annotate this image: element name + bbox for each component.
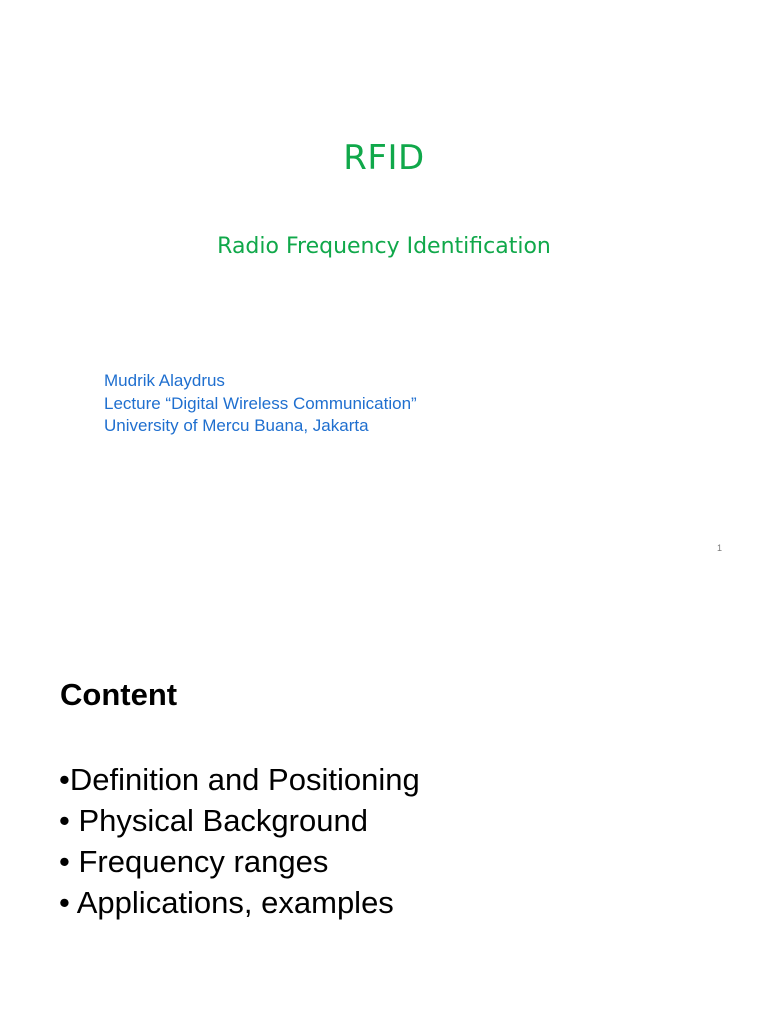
slide-2: [0, 576, 768, 1024]
university-name: University of Mercu Buana, Jakarta: [104, 416, 369, 435]
content-heading: Content: [60, 677, 178, 712]
list-item: • Applications, examples: [59, 885, 394, 920]
content-list: [59, 759, 420, 923]
page-number: 1: [716, 543, 722, 553]
list-item: • Physical Background: [59, 803, 368, 838]
list-item: •Definition and Positioning: [59, 762, 420, 797]
lecture-name: Lecture “Digital Wireless Communication”: [104, 393, 417, 413]
author-block: [104, 370, 417, 438]
slide-title: RFID: [343, 138, 425, 178]
slide-subtitle: Radio Frequency Identification: [217, 234, 551, 259]
list-item: • Frequency ranges: [59, 844, 329, 879]
author-name: Mudrik Alaydrus: [104, 371, 225, 390]
